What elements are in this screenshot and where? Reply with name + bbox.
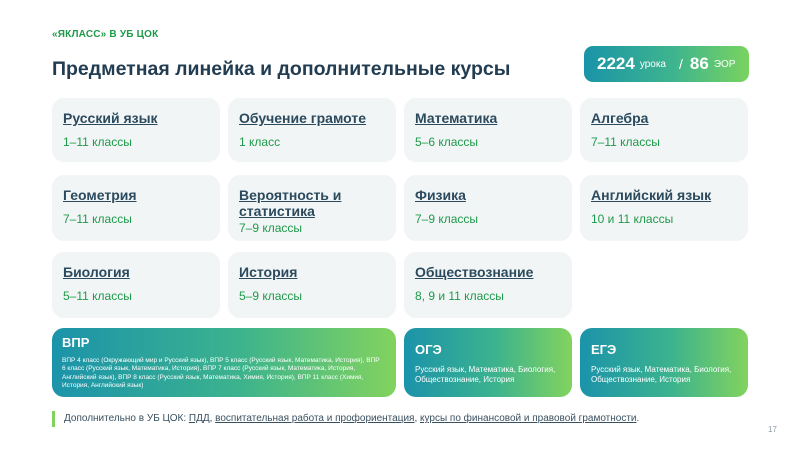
- course-name[interactable]: Математика: [415, 110, 498, 126]
- course-grades: 8, 9 и 11 классы: [415, 289, 504, 303]
- course-grades: 1 класс: [239, 135, 281, 149]
- page-number: 17: [768, 425, 777, 434]
- course-grades: 5–9 классы: [239, 289, 303, 303]
- lessons-count: 2224: [597, 54, 635, 73]
- course-name[interactable]: Английский язык: [591, 187, 712, 203]
- course-name[interactable]: Вероятность и статистика: [239, 187, 342, 219]
- page-title: Предметная линейка и дополнительные курсы: [52, 58, 511, 80]
- additional-info: [52, 411, 639, 427]
- exam-description: Русский язык, Математика, Биология, Обществознание, История: [415, 365, 556, 384]
- link-financial-legal-literacy[interactable]: курсы по финансовой и правовой грамотности: [420, 413, 637, 424]
- course-grades: 5–6 классы: [415, 135, 479, 149]
- course-card-english[interactable]: [580, 175, 748, 241]
- stats-badge: [584, 46, 749, 82]
- course-card-biology[interactable]: [52, 252, 220, 318]
- course-card-physics[interactable]: [404, 175, 572, 241]
- exam-card-oge[interactable]: [404, 328, 572, 397]
- course-grades: 7–9 классы: [239, 221, 303, 235]
- eor-label: ЭОР: [713, 58, 736, 70]
- course-name[interactable]: Биология: [63, 264, 130, 280]
- course-name[interactable]: Алгебра: [591, 110, 649, 126]
- course-grades: 5–11 классы: [63, 289, 132, 303]
- lessons-label: урока: [639, 58, 666, 70]
- exam-card-ege[interactable]: [580, 328, 748, 397]
- period: .: [636, 413, 640, 424]
- course-card-math[interactable]: [404, 98, 572, 162]
- course-card-social-studies[interactable]: [404, 252, 572, 318]
- separator: ,: [209, 413, 216, 424]
- exam-title: ЕГЭ: [591, 342, 617, 357]
- exam-description: ВПР 4 класс (Окружающий мир и Русский язык), ВПР 5 класс (Русский язык, Математика, История), ВПР 6 класс (Русский язык, Математика, История), ВПР 7 класс (Русский язык, Математика, История, Английский язык), ВПР 8 класс (Русский язык, Математика, Химия, История), ВПР 11 класс (Химия, История, Английский язык): [62, 357, 380, 390]
- section-kicker: «ЯКЛАСС» В УБ ЦОК: [52, 29, 159, 40]
- course-name[interactable]: Обществознание: [415, 264, 534, 280]
- course-card-history[interactable]: [228, 252, 396, 318]
- course-grades: 10 и 11 классы: [591, 212, 674, 226]
- separator: ,: [414, 413, 421, 424]
- eor-count: 86: [689, 54, 709, 73]
- exam-title: ОГЭ: [415, 342, 442, 357]
- course-card-literacy[interactable]: [228, 98, 396, 162]
- course-card-probability[interactable]: [228, 175, 396, 241]
- course-name[interactable]: Геометрия: [63, 187, 137, 203]
- course-card-algebra[interactable]: [580, 98, 748, 162]
- course-grades: 7–9 классы: [415, 212, 479, 226]
- course-grades: 1–11 классы: [63, 135, 132, 149]
- exam-card-vpr[interactable]: [52, 328, 396, 397]
- exam-description: Русский язык, Математика, Биология, Обществознание, История: [591, 365, 732, 384]
- course-name[interactable]: История: [239, 264, 298, 280]
- course-grades: 7–11 классы: [63, 212, 132, 226]
- stats-separator: /: [679, 56, 683, 72]
- course-card-geometry[interactable]: [52, 175, 220, 241]
- course-name[interactable]: Обучение грамоте: [239, 110, 366, 126]
- exam-title: ВПР: [62, 335, 90, 350]
- course-grades: 7–11 классы: [591, 135, 660, 149]
- course-name[interactable]: Русский язык: [63, 110, 158, 126]
- link-traffic-rules[interactable]: ПДД: [188, 413, 210, 424]
- course-card-russian[interactable]: [52, 98, 220, 162]
- link-upbringing-career[interactable]: воспитательная работа и профориентация: [215, 413, 415, 424]
- course-name[interactable]: Физика: [415, 187, 466, 203]
- additional-info-prefix: Дополнительно в УБ ЦОК:: [64, 413, 189, 424]
